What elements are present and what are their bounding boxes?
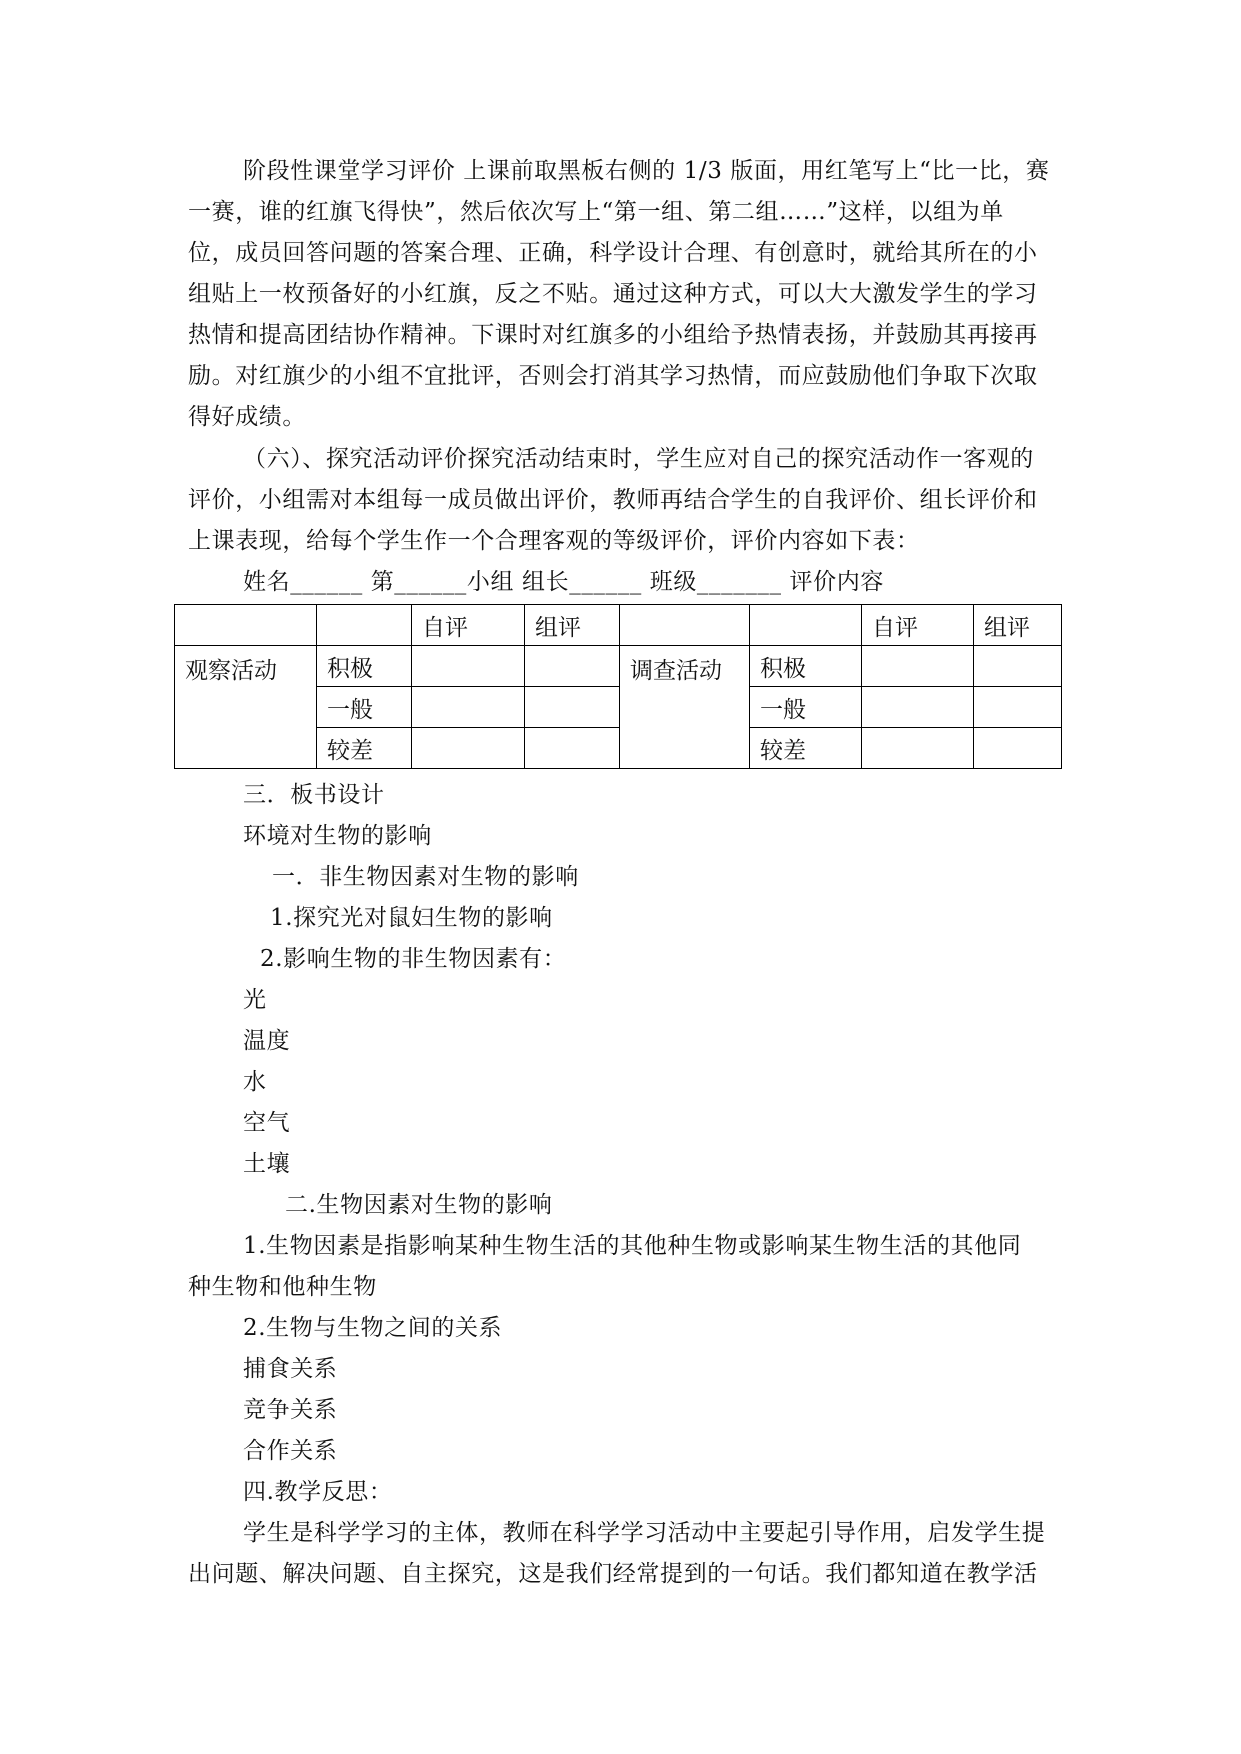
level-label: 较差 xyxy=(750,728,862,769)
level-label: 一般 xyxy=(750,687,862,728)
relation-item: 竞争关系 xyxy=(243,1397,338,1423)
para1-line-1: 阶段性课堂学习评价 上课前取黑板右侧的 1/3 版面，用红笔写上“比一比，赛 xyxy=(243,158,1050,184)
table-header-self: 自评 xyxy=(412,605,525,646)
section3-item2-2: 2.生物与生物之间的关系 xyxy=(243,1315,503,1341)
section4-heading: 四.教学反思： xyxy=(243,1479,393,1505)
factor-item: 温度 xyxy=(243,1028,291,1054)
table-header-row xyxy=(175,605,1062,646)
para1-line-4: 组贴上一枚预备好的小红旗，反之不贴。通过这种方式，可以大大激发学生的学习 xyxy=(188,281,1038,307)
section4-line-2: 出问题、解决问题、自主探究，这是我们经常提到的一句话。我们都知道在教学活 xyxy=(188,1561,1038,1587)
section3-item2-1-line-1: 1.生物因素是指影响某种生物生活的其他种生物或影响某生物生活的其他同 xyxy=(243,1233,1022,1259)
table-header-group: 组评 xyxy=(525,605,620,646)
evaluation-table xyxy=(174,604,1062,769)
section3-item1-2: 2.影响生物的非生物因素有： xyxy=(260,946,567,972)
table-cell xyxy=(974,728,1062,769)
table-header-self: 自评 xyxy=(862,605,974,646)
section3-title: 环境对生物的影响 xyxy=(243,823,432,849)
para2-line-2: 评价，小组需对本组每一成员做出评价，教师再结合学生的自我评价、组长评价和 xyxy=(188,487,1038,513)
table-cell xyxy=(412,687,525,728)
section3-part1: 一．非生物因素对生物的影响 xyxy=(272,864,579,890)
table-header-group: 组评 xyxy=(974,605,1062,646)
table-cell xyxy=(862,646,974,687)
table-cell xyxy=(525,646,620,687)
table-cell xyxy=(317,605,412,646)
table-row xyxy=(175,646,1062,687)
section4-line-1: 学生是科学学习的主体，教师在科学学习活动中主要起引导作用，启发学生提 xyxy=(243,1520,1046,1546)
form-line: 姓名______ 第______小组 组长______ 班级_______ 评价内容 xyxy=(243,569,884,595)
para2-line-1: （六）、探究活动评价探究活动结束时，学生应对自己的探究活动作一客观的 xyxy=(243,446,1034,472)
table-cell xyxy=(412,728,525,769)
table-cell xyxy=(412,646,525,687)
section3-item2-1-line-2: 种生物和他种生物 xyxy=(188,1274,377,1300)
para1-line-3: 位，成员回答问题的答案合理、正确，科学设计合理、有创意时，就给其所在的小 xyxy=(188,240,1038,266)
factor-item: 空气 xyxy=(243,1110,291,1136)
para2-line-3: 上课表现，给每个学生作一个合理客观的等级评价，评价内容如下表： xyxy=(188,528,920,554)
section3-part2: 二.生物因素对生物的影响 xyxy=(285,1192,553,1218)
factor-item: 光 xyxy=(243,987,267,1013)
factor-item: 土壤 xyxy=(243,1151,291,1177)
table-cell xyxy=(974,687,1062,728)
table-cell xyxy=(175,605,317,646)
level-label: 较差 xyxy=(317,728,412,769)
level-label: 积极 xyxy=(317,646,412,687)
para1-line-6: 励。对红旗少的小组不宜批评，否则会打消其学习热情，而应鼓励他们争取下次取 xyxy=(188,363,1038,389)
activity-label-observe: 观察活动 xyxy=(175,646,317,769)
factor-item: 水 xyxy=(243,1069,267,1095)
table-cell xyxy=(525,728,620,769)
relation-item: 捕食关系 xyxy=(243,1356,338,1382)
table-cell xyxy=(750,605,862,646)
activity-label-survey: 调查活动 xyxy=(620,646,750,769)
para1-line-5: 热情和提高团结协作精神。下课时对红旗多的小组给予热情表扬，并鼓励其再接再 xyxy=(188,322,1038,348)
table-cell xyxy=(525,687,620,728)
level-label: 积极 xyxy=(750,646,862,687)
section3-heading: 三．板书设计 xyxy=(243,782,385,808)
table-cell xyxy=(620,605,750,646)
section3-item1-1: 1.探究光对鼠妇生物的影响 xyxy=(270,905,553,931)
table-cell xyxy=(862,687,974,728)
table-cell xyxy=(862,728,974,769)
para1-line-7: 得好成绩。 xyxy=(188,404,306,430)
level-label: 一般 xyxy=(317,687,412,728)
table-cell xyxy=(974,646,1062,687)
para1-line-2: 一赛，谁的红旗飞得快”，然后依次写上“第一组、第二组……”这样，以组为单 xyxy=(188,199,1004,225)
relation-item: 合作关系 xyxy=(243,1438,338,1464)
